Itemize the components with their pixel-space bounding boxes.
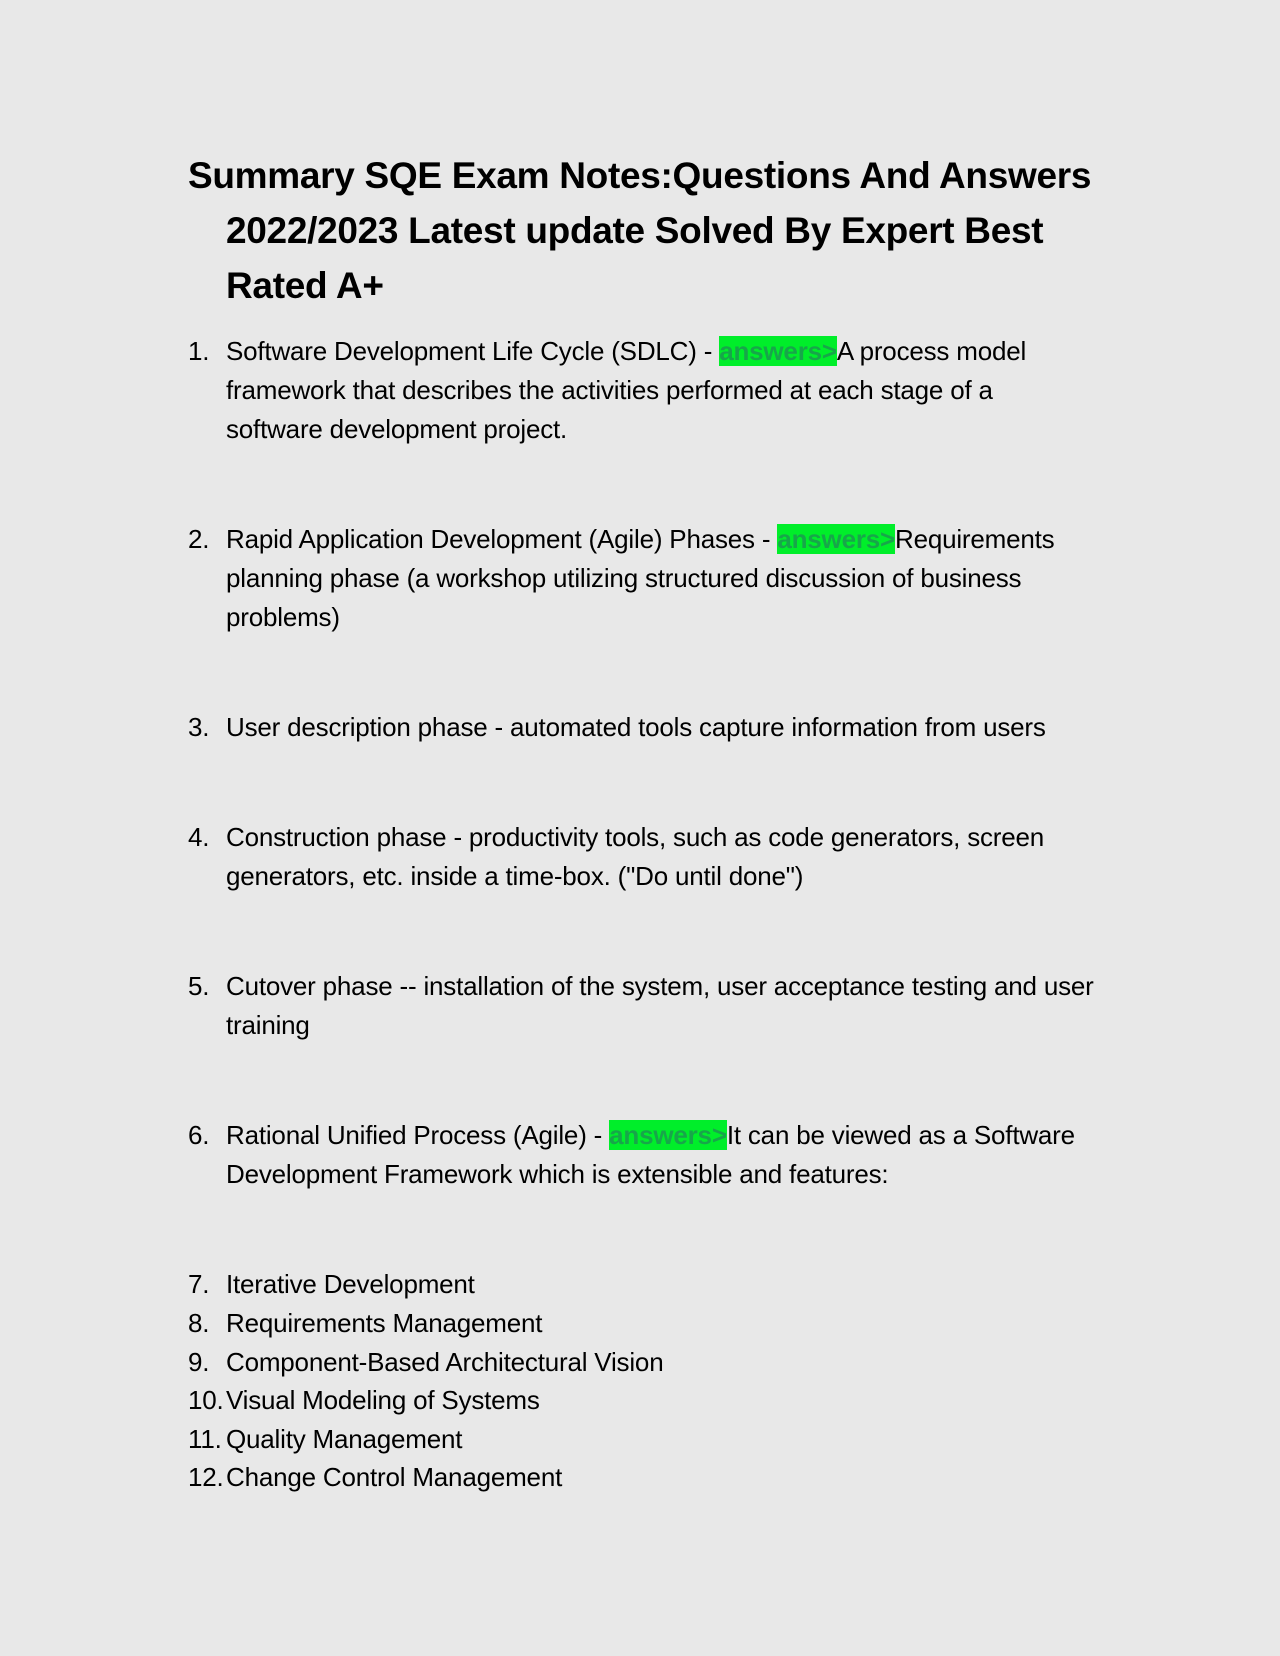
line-text: Quality Management [226,1424,463,1454]
line-text: training [226,1010,310,1040]
list-item-line [226,1116,1138,1155]
line-text: Component-Based Architectural Vision [226,1347,664,1377]
line-text: Change Control Management [226,1462,563,1492]
answers-highlight: answers> [777,524,895,554]
answers-highlight: answers> [719,336,837,366]
list-item-text [226,1304,1138,1343]
list-item-text [226,1381,1138,1420]
list-item-number: 11. [188,1424,222,1454]
list-item-line [226,967,1138,1006]
list-item-line [226,1006,1138,1045]
line-text: Rational Unified Process (Agile) - [226,1120,610,1150]
list-item-number: 1. [188,336,210,366]
line-text: generators, etc. inside a time-box. ("Do until done") [226,861,804,891]
line-text: problems) [226,602,340,632]
list-item [188,1381,1138,1420]
list-item-number: 9. [188,1347,210,1377]
list-item-text [226,967,1138,1045]
list-item-text [226,708,1138,747]
list-item-line [226,708,1138,747]
list-item-line [226,598,1138,637]
list-item-number: 12. [188,1462,224,1492]
list-item-text [226,818,1138,896]
list-item-line [226,559,1138,598]
list-item [188,1420,1138,1459]
list-item [188,818,1138,896]
list-item-text [226,1116,1138,1194]
list-item-text [226,1458,1138,1497]
list-item-text [226,332,1138,449]
line-text: A process model [836,336,1027,366]
list-item-number: 10. [188,1385,224,1415]
list-item-line [226,371,1138,410]
line-text: planning phase (a workshop utilizing structured discussion of business [226,563,1022,593]
list-item-text [226,1343,1138,1382]
list-item-number: 5. [188,971,210,1001]
list-item-line [226,410,1138,449]
list-item-number: 2. [188,524,210,554]
line-text: framework that describes the activities performed at each stage of a [226,375,993,405]
list-item-line [226,818,1138,857]
list-item [188,1343,1138,1382]
line-text: Development Framework which is extensible and features: [226,1159,889,1189]
list-item [188,1304,1138,1343]
line-text: Construction phase - productivity tools, such as code generators, screen [226,822,1045,852]
list-item [188,332,1138,449]
list-item [188,1265,1138,1304]
list-item [188,1116,1138,1194]
list-item-line [226,1155,1138,1194]
line-text: Requirements [895,524,1055,554]
list-item-number: 4. [188,822,210,852]
list-item-line [226,520,1138,559]
list-item [188,967,1138,1045]
list-item [188,1458,1138,1497]
line-text: Iterative Development [226,1269,475,1299]
title-line: Rated A+ [226,265,384,306]
line-text: software development project. [226,414,568,444]
line-text: Requirements Management [226,1308,543,1338]
list-item-number: 6. [188,1120,210,1150]
title-line: 2022/2023 Latest update Solved By Expert Best [226,210,1044,251]
list-item-text [226,1265,1138,1304]
document-title [188,148,1092,313]
list-item-line [226,1381,1138,1420]
title-line: Summary SQE Exam Notes:Questions And Answers [188,155,1092,196]
list-item-line [226,1304,1138,1343]
list-item-line [226,1420,1138,1459]
list-item-line [226,857,1138,896]
list-item-number: 8. [188,1308,210,1338]
list-item [188,520,1138,637]
list-item-line [226,1458,1138,1497]
list-item [188,708,1138,747]
list-item-line [226,1343,1138,1382]
line-text: Cutover phase -- installation of the system, user acceptance testing and user [226,971,1094,1001]
list-item-number: 7. [188,1269,210,1299]
line-text: User description phase - automated tools capture information from users [226,712,1046,742]
list-item-text [226,520,1138,637]
list-item-line [226,332,1138,371]
line-text: Visual Modeling of Systems [226,1385,540,1415]
list-item-text [226,1420,1138,1459]
list-item-number: 3. [188,712,210,742]
line-text: Software Development Life Cycle (SDLC) - [226,336,720,366]
line-text: Rapid Application Development (Agile) Phases - [226,524,778,554]
answers-highlight: answers> [609,1120,727,1150]
line-text: It can be viewed as a Software [726,1120,1075,1150]
list-item-line [226,1265,1138,1304]
